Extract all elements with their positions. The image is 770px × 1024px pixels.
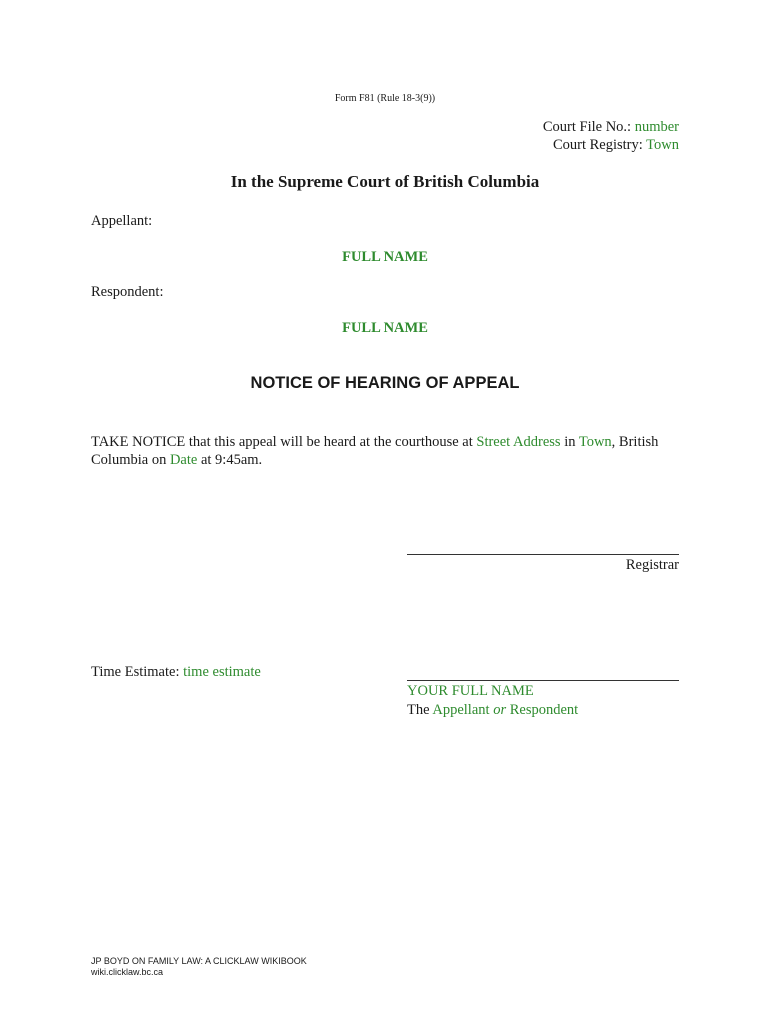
court-registry-row (543, 136, 679, 154)
role-appellant: Appellant (432, 702, 490, 718)
court-title: In the Supreme Court of British Columbia (230, 172, 540, 191)
time-estimate-value: time estimate (183, 664, 261, 680)
notice-text-2: , British Columbia on (91, 434, 659, 468)
notice-title: NOTICE OF HEARING OF APPEAL (250, 374, 520, 392)
appellant-label: Appellant: (91, 213, 153, 229)
signature-block (407, 682, 578, 720)
party-signature-line (407, 680, 679, 681)
footer-title: JP BOYD ON FAMILY LAW: A CLICKLAW WIKIBOOK (91, 956, 307, 966)
court-registry-label: Court Registry: (552, 137, 643, 153)
form-reference: Form F81 (Rule 18-3(9)) (334, 93, 436, 104)
hearing-date: Date (169, 452, 198, 468)
role-or: or (493, 702, 507, 718)
registrar-label: Registrar (625, 557, 679, 573)
appellant-name: FULL NAME (342, 249, 428, 265)
court-file-info (543, 118, 679, 154)
notice-text-3: at 9:45am. (200, 452, 263, 468)
court-file-label: Court File No.: (542, 119, 632, 135)
hearing-town: Town (578, 434, 612, 450)
respondent-name: FULL NAME (342, 320, 428, 336)
role-the: The (407, 702, 430, 718)
street-address: Street Address (476, 434, 561, 450)
court-registry-town: Town (646, 137, 679, 153)
time-estimate-label: Time Estimate: (91, 664, 180, 680)
signer-name: YOUR FULL NAME (407, 683, 534, 699)
notice-in: in (564, 434, 576, 450)
respondent-label: Respondent: (91, 284, 164, 300)
registrar-signature-line (407, 554, 679, 555)
footer-url: wiki.clicklaw.bc.ca (91, 967, 164, 977)
time-estimate (91, 664, 261, 681)
signer-role (407, 701, 578, 720)
court-file-row (543, 118, 679, 136)
notice-paragraph (91, 433, 681, 469)
role-respondent: Respondent (509, 702, 579, 718)
notice-text-1: TAKE NOTICE that this appeal will be heard at the courthouse at (91, 434, 473, 450)
footer (91, 956, 307, 978)
court-file-number: number (634, 119, 679, 135)
